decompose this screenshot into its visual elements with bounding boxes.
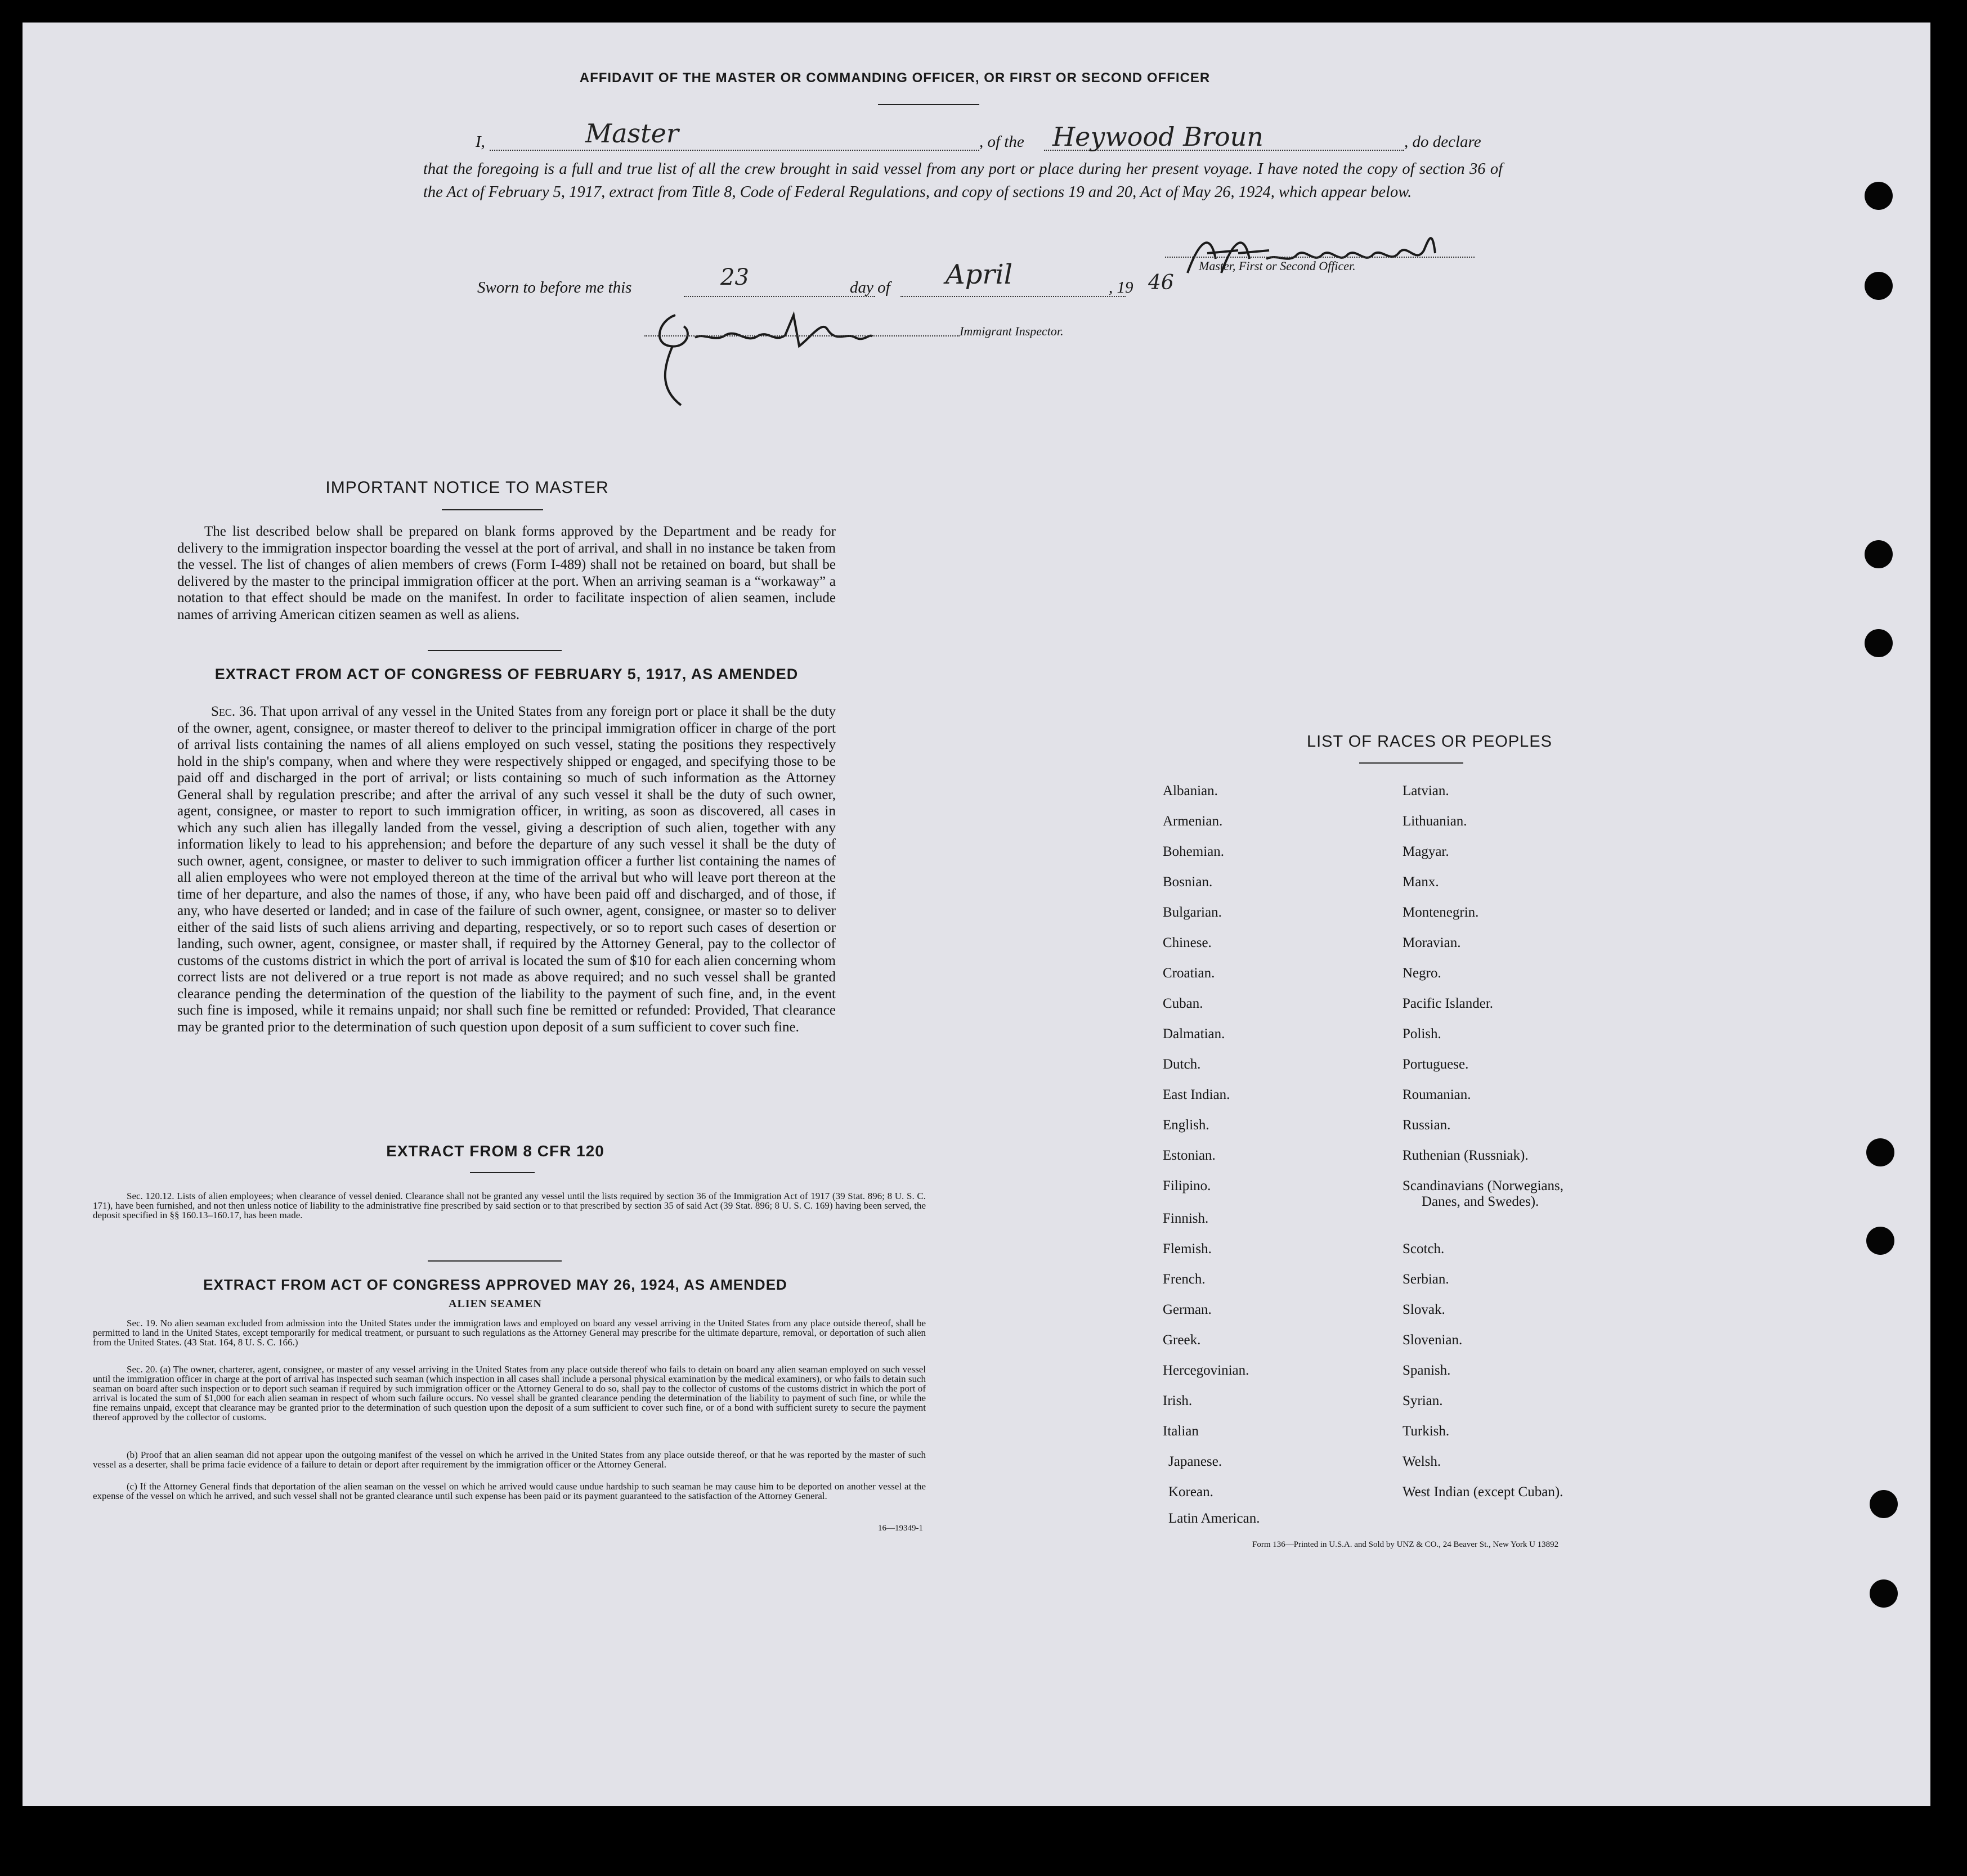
races-title: LIST OF RACES OR PEOPLES (1306, 733, 1553, 751)
race-item: Lithuanian. (1403, 814, 1467, 829)
race-item: Korean. (1168, 1484, 1213, 1500)
race-item: Serbian. (1403, 1272, 1449, 1287)
race-item: Hercegovinian. (1163, 1363, 1249, 1378)
extract-1917-body (177, 703, 836, 1035)
race-item: English. (1163, 1117, 1209, 1133)
section-divider (428, 1260, 562, 1262)
form-page (23, 23, 1930, 1806)
do-declare-label: , do declare (1404, 133, 1481, 151)
declarant-line (490, 150, 979, 151)
race-item: Chinese. (1163, 935, 1212, 950)
race-item: Welsh. (1403, 1454, 1441, 1469)
race-item: Danes, and Swedes). (1422, 1194, 1539, 1209)
race-item: Syrian. (1403, 1393, 1443, 1408)
race-item: French. (1163, 1272, 1206, 1287)
binder-hole (1870, 1579, 1898, 1608)
year-handwritten: 46 (1148, 271, 1174, 294)
cfr-title-rule (470, 1172, 535, 1173)
race-item: West Indian (except Cuban). (1403, 1484, 1563, 1500)
sec-19-text: Sec. 19. No alien seaman excluded from admission into the United States under the immigration laws and employed on board any vessel arriving in the United States from any place outside thereof, shall be permitted to land in the United States, except temporarily for medical treatment, or pursuant to such regulations as the Attorney General may prescribe for the ultimate departure, removal, or deportation of such alien from the United States. (43 Stat. 164, 8 U. S. C. 166.) (93, 1318, 926, 1348)
binder-hole (1866, 1227, 1894, 1255)
race-item: Latvian. (1403, 783, 1449, 798)
cfr-body: Sec. 120.12. Lists of alien employees; when clearance of vessel denied. Clearance shall not be granted any vessel until the lists required by section 36 of the Immigration Act of 1917 (39 Stat. 896; 8 U. S. C. 171), have been furnished, and not then unless notice of liability to the administrative fine prescribed by said section or to that prescribed by section 35 of said Act (39 Stat. 896; 8 U. S. C. 169) having been served, the deposit specified in §§ 160.13–160.17, has been made. (93, 1191, 926, 1220)
month-handwritten: April (946, 259, 1013, 290)
notice-body: The list described below shall be prepared on blank forms approved by the Department and be ready for delivery to the immigration inspector boarding the vessel at the port of arrival, and shall in no instance be taken from the vessel. The list of changes of alien members of crews (Form I-489) shall not be retained on board, but shall be delivered by the master to the principal immigration officer at the port. When an arriving seaman is a “workaway” a notation to that effect should be made on the manifest. In order to facilitate inspection of alien seamen, include names of arriving American citizen seamen as well as aliens. (177, 524, 836, 622)
race-item: Bohemian. (1163, 844, 1225, 859)
sec-36-label: Sec. 36. (211, 704, 257, 719)
print-code: 16—19349-1 (878, 1524, 923, 1533)
notice-title: IMPORTANT NOTICE TO MASTER (325, 478, 609, 497)
race-item: Bosnian. (1163, 874, 1213, 890)
affidavit-title: AFFIDAVIT OF THE MASTER OR COMMANDING OFFICER, OR FIRST OR SECOND OFFICER (579, 70, 1211, 86)
race-item: East Indian. (1163, 1087, 1230, 1102)
race-item: Scotch. (1403, 1241, 1445, 1256)
races-title-rule (1359, 762, 1463, 764)
day-line (684, 296, 875, 297)
race-item: Armenian. (1163, 814, 1223, 829)
sec-20a-text: Sec. 20. (a) The owner, charterer, agent, consignee, or master of any vessel arriving in the United States from any place outside thereof who fails to detain on board any alien seaman employed on such vessel until the immigration officer in charge at the port of arrival has inspected such seaman (which inspection in all cases shall include a personal physical examination by the medical examiners), or who fails to detain such seaman on board after such inspection or to deport such seaman if required by such immigration officer or the Attorney General to do so, shall pay to the collector of customs of the customs district in which the port of arrival is located the sum of $1,000 for each alien seaman in respect of whom such failure occurs. No vessel shall be granted clearance pending the determination of the liability to payment of such fine, or while the fine remains unpaid, except that clearance may be granted prior to the determination of such question upon the deposit of a sum sufficient to cover such fine, or of a bond with sufficient surety to secure the payment thereof approved by the collector of customs. (93, 1364, 926, 1422)
binder-hole (1866, 1138, 1894, 1166)
race-item: German. (1163, 1302, 1212, 1317)
extract-1924-title: EXTRACT FROM ACT OF CONGRESS APPROVED MAY 26, 1924, AS AMENDED (203, 1276, 787, 1293)
race-item: Cuban. (1163, 996, 1203, 1011)
race-item: Russian. (1403, 1117, 1451, 1133)
race-item: Japanese. (1168, 1454, 1222, 1469)
declarant-label: I, (476, 133, 485, 151)
sec-36-text: That upon arrival of any vessel in the United States from any foreign port or place it shall be the duty of the owner, agent, consignee, or master thereof to deliver to the principal immigration officer in charge of the port of arrival lists containing the names of all aliens employed on such vessel, stating the positions they respectively hold in the ship's company, when and where they were respectively shipped or engaged, and specifying those to be paid off and discharged in the port of arrival; or lists containing so much of such information as the Attorney General shall by regulation prescribe; and after the arrival of any such vessel it shall be the duty of such owner, agent, consignee, or master to report to such immigration officer, in writing, as soon as discovered, all cases in which any such alien has illegally landed from the vessel, giving a description of such alien, together with any information likely to lead to his apprehension; and before the departure of any such vessel it shall be the duty of such owner, agent, consignee, or master to deliver to such immigration officer a further list containing the names of all alien employees who were not employed thereon at the time of the arrival but who will leave port thereon at the time of her departure, and also the names of those, if any, who have been paid off and discharged, and of those, if any, who have deserted or landed; and in case of the failure of such owner, agent, consignee, or master so to deliver either of the said lists of such aliens arriving and departing, respectively, or so to report such cases of desertion or landing, such owner, agent, consignee, or master shall, if required by the Attorney General, pay to the collector of customs of the customs district in which the port of arrival is located the sum of $10 for each alien concerning whom correct lists are not delivered or a true report is not made as above required; and no such vessel shall be granted clearance pending the determination of the question of the liability to the payment of such fine, and, in the event such fine is imposed, while it remains unpaid; nor shall such fine be remitted or refunded: Provided, That clearance may be granted prior to the determination of such question upon deposit of a sum sufficient to cover such fine. (177, 704, 836, 1035)
declarant-name-handwritten: Master (585, 118, 679, 149)
binder-hole (1870, 1490, 1898, 1518)
year-label: , 19 (1109, 279, 1133, 297)
sec-20b-text: (b) Proof that an alien seaman did not appear upon the outgoing manifest of the vessel on which he arrived in the United States from any place outside thereof, or that he was reported by the master of such vessel as a deserter, shall be prima facie evidence of a failure to detain or deport after requirement by the immigration officer or the Attorney General. (93, 1449, 926, 1470)
form-printer-note: Form 136—Printed in U.S.A. and Sold by UNZ & CO., 24 Beaver St., New York U 13892 (1252, 1540, 1559, 1549)
race-item: Spanish. (1403, 1363, 1451, 1378)
race-item: Estonian. (1163, 1148, 1216, 1163)
sec-20c-text: (c) If the Attorney General finds that deportation of the alien seaman on the vessel on which he arrived would cause undue hardship to such seaman he may cause him to be deported on another vessel at the expense of the vessel on which he arrived, and such vessel shall not be granted clearance until such expense has been paid or its payment guaranteed to the satisfaction of the Attorney General. (93, 1481, 926, 1501)
race-item: Roumanian. (1403, 1087, 1471, 1102)
race-item: Croatian. (1163, 966, 1215, 981)
race-item: Moravian. (1403, 935, 1461, 950)
extract-1917-title: EXTRACT FROM ACT OF CONGRESS OF FEBRUARY 5, 1917, AS AMENDED (214, 666, 799, 683)
race-item: Filipino. (1163, 1178, 1211, 1193)
race-item: Flemish. (1163, 1241, 1212, 1256)
notice-title-rule (442, 509, 543, 510)
master-signature-line (1165, 257, 1475, 258)
vessel-name-handwritten: Heywood Broun (1052, 122, 1263, 152)
alien-seamen-subtitle: ALIEN SEAMEN (449, 1298, 542, 1310)
race-item: Polish. (1403, 1026, 1441, 1042)
inspector-caption: Immigrant Inspector. (960, 324, 1064, 338)
race-item: Latin American. (1168, 1511, 1260, 1526)
race-item: Manx. (1403, 874, 1439, 890)
binder-hole (1865, 272, 1893, 300)
day-of-label: day of (850, 279, 890, 297)
race-item: Montenegrin. (1403, 905, 1479, 920)
day-handwritten: 23 (720, 264, 749, 290)
binder-hole (1865, 540, 1893, 568)
race-item: Slovak. (1403, 1302, 1445, 1317)
race-item: Slovenian. (1403, 1332, 1463, 1348)
affidavit-body: that the foregoing is a full and true list of all the crew brought in said vessel from any port or place during her present voyage. I have noted the copy of section 36 of the Act of February 5, 1917, extract from Title 8, Code of Federal Regulations, and copy of sections 19 and 20, Act of May 26, 1924, which appear below. (423, 160, 1503, 201)
master-caption: Master, First or Second Officer. (1199, 259, 1356, 273)
race-item: Portuguese. (1403, 1057, 1469, 1072)
race-item: Negro. (1403, 966, 1441, 981)
race-item: Dutch. (1163, 1057, 1201, 1072)
race-item: Irish. (1163, 1393, 1193, 1408)
race-item: Pacific Islander. (1403, 996, 1494, 1011)
race-item: Bulgarian. (1163, 905, 1222, 920)
affidavit-title-rule (878, 104, 979, 105)
inspector-signature (642, 298, 878, 411)
race-item: Ruthenian (Russniak). (1403, 1148, 1529, 1163)
race-item: Scandinavians (Norwegians, (1403, 1178, 1564, 1193)
month-line (900, 296, 1126, 297)
race-item: Greek. (1163, 1332, 1201, 1348)
race-item: Italian (1163, 1424, 1199, 1439)
race-item: Turkish. (1403, 1424, 1450, 1439)
section-divider (428, 650, 562, 651)
inspector-signature-line (644, 335, 960, 336)
race-item: Albanian. (1163, 783, 1218, 798)
binder-hole (1865, 182, 1893, 210)
race-item: Finnish. (1163, 1211, 1209, 1226)
race-item: Dalmatian. (1163, 1026, 1225, 1042)
binder-hole (1865, 629, 1893, 657)
cfr-title: EXTRACT FROM 8 CFR 120 (386, 1142, 604, 1160)
race-item: Magyar. (1403, 844, 1449, 859)
sworn-label: Sworn to before me this (477, 279, 632, 297)
of-the-label: , of the (979, 133, 1024, 151)
